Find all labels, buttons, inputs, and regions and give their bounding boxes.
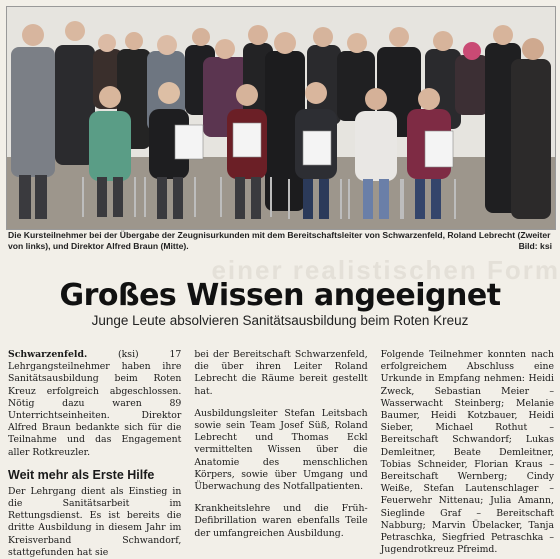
article-headline: Großes Wissen angeeignet — [59, 278, 501, 313]
article-column-1 — [8, 349, 182, 558]
group-photo-icon — [7, 7, 555, 229]
caption-text: Die Kursteilnehmer bei der Übergabe der Zeugnisurkunden mit dem Bereitschaftsleiter von Schwarzenfeld, Roland Lebrecht (Zweiter von links), und Direktor Alfred Braun (Mitte). — [8, 230, 551, 251]
article-column-2 — [194, 349, 368, 539]
article-body — [8, 349, 554, 558]
article-subheadline: Junge Leute absolvieren Sanitätsausbildung beim Roten Kreuz — [91, 313, 469, 328]
paragraph: Ausbildungsleiter Stefan Leitsbach sowie sein Team Josef Süß, Roland Lebrecht und Thomas Eckl vermittelten Wissen über die Anatomie des menschlichen Körpers, sowie über Umgang und Überwachung des Notfallpatienten. — [194, 407, 368, 493]
paragraph: Krankheitslehre und die Früh-Defibrillation waren ebenfalls Teile der umfangreichen Ausbildung. — [194, 503, 368, 539]
paragraph: bei der Bereitschaft Schwarzenfeld, die über ihren Leiter Roland Lebrecht die Räume bereit gestellt hat. — [194, 349, 368, 397]
paragraph-text: (ksi) 17 Lehrgangsteilnehmer haben ihre Sanitätsausbildung beim Roten Kreuz erfolgreich abgeschlossen. Nötig dazu waren 89 Unterrichtseinheiten. Direktor Alfred Braun bedankte sich für die Teilnahme und das Engagement aller Rotkreuzler. — [8, 349, 182, 458]
bleed-through-text: einer realistischen Form — [211, 255, 560, 285]
photo-caption — [8, 230, 554, 252]
article-column-3 — [380, 349, 554, 556]
dateline: Schwarzenfeld. — [8, 349, 88, 360]
photo-credit: Bild: ksi — [518, 241, 552, 251]
section-heading: Weit mehr als Erste Hilfe — [8, 467, 155, 482]
paragraph — [8, 349, 181, 459]
paragraph: Der Lehrgang dient als Einstieg in die Sanitätsarbeit im Rettungsdienst. Es ist bereits die dritte Ausbildung in diesem Jahr im Kreisverband Schwandorf, stattgefunden hat sie — [8, 485, 182, 558]
paragraph: Folgende Teilnehmer konnten nach erfolgreichem Abschluss eine Urkunde in Empfang nehmen: Heidi Zweck, Sebastian Meier – Wasserwacht Steinberg; Melanie Baumer, Heidi Kotzbauer, Heidi Sieber, Michael Rothut – Bereitschaft Schwandorf; Lukas Demleitner, Beate Demleitner, Tobias Schneider, Florian Kraus – Bereitschaft Wernberg; Cindy Weiße, Stefan Lautenschlager – Feuerwehr Nittenau; Julia Amann, Sieglinde Graf – Bereitschaft Nabburg; Marvin Übelacker, Tanja Petraschka, Siegfried Petraschka – Jugendrotkreuz Pfreimd. — [380, 349, 554, 556]
group-photo — [6, 6, 556, 230]
